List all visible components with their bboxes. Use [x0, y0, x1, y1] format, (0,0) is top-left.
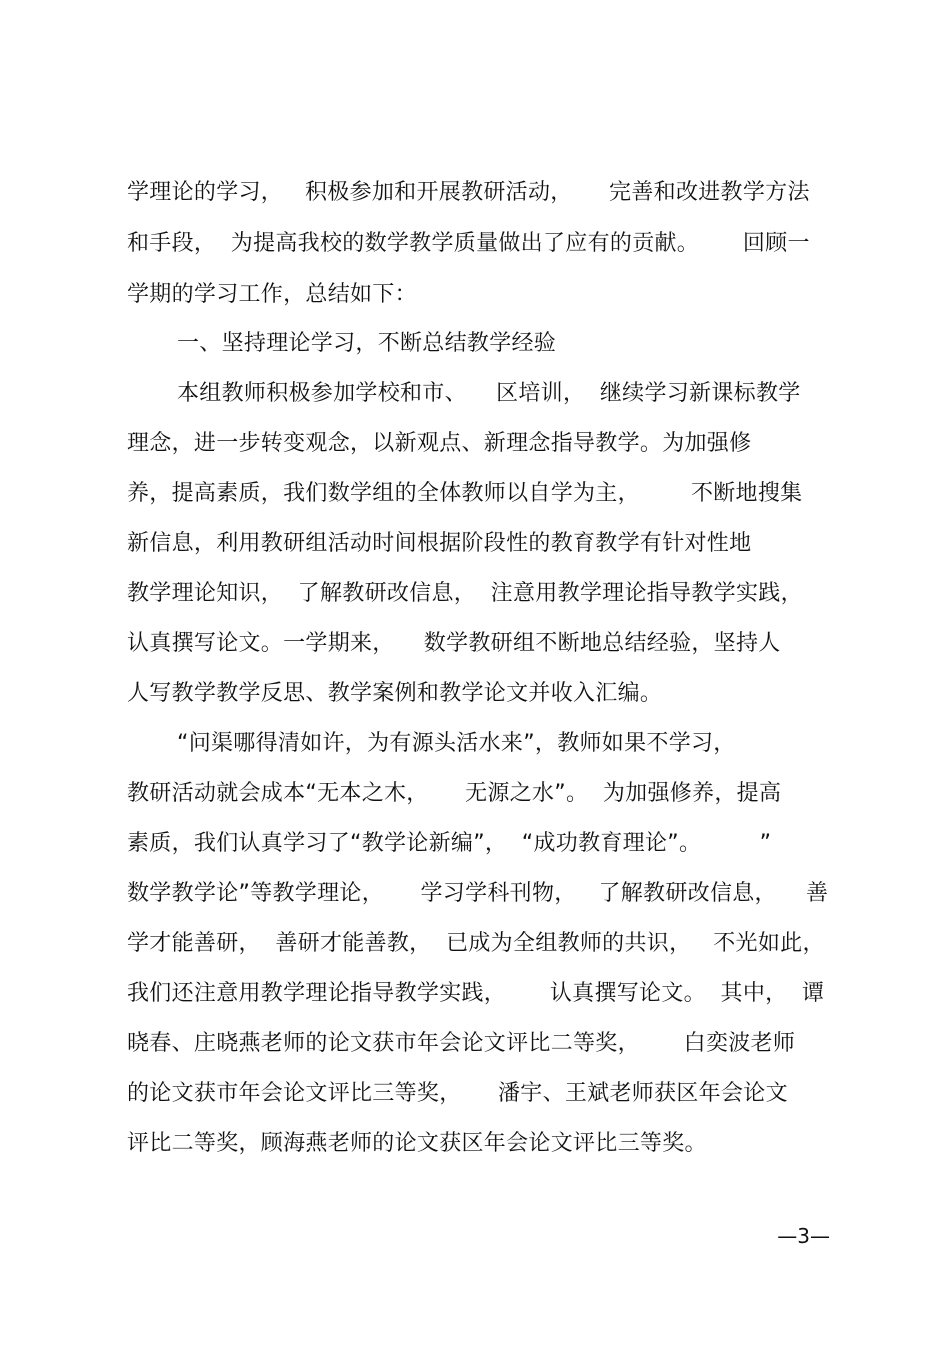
text-line-15: 数学教学论”等教学理论， 学习学科刊物， 了解教研改信息， 善 — [127, 881, 829, 906]
section-heading: 一、坚持理论学习，不断总结教学经验 — [177, 331, 557, 356]
text-line-6: 理念，进一步转变观念，以新观点、新理念指导教学。为加强修 — [127, 431, 752, 456]
text-line-17: 我们还注意用教学理论指导教学实践， 认真撰写论文。 其中， 谭 — [127, 981, 825, 1006]
text-line-8: 新信息，利用教研组活动时间根据阶段性的教育教学有针对性地 — [127, 531, 752, 556]
text-line-19: 的论文获市年会论文评比三等奖， 潘宇、王斌老师获区年会论文 — [127, 1081, 788, 1106]
text-line-11: 人写教学教学反思、教学案例和教学论文并收入汇编。 — [127, 681, 663, 706]
text-line-13: 教研活动就会成本“无本之木， 无源之水”。 为加强修养，提高 — [127, 781, 782, 806]
text-line-7: 养，提高素质，我们数学组的全体教师以自学为主， 不断地搜集 — [127, 481, 803, 506]
text-line-12: “问渠哪得清如许，为有源头活水来”，教师如果不学习， — [177, 731, 736, 756]
text-line-1: 学理论的学习， 积极参加和开展教研活动， 完善和改进教学方法 — [127, 180, 810, 205]
page-number: —3— — [777, 1224, 830, 1248]
text-line-20: 评比二等奖，顾海燕老师的论文获区年会论文评比三等奖。 — [127, 1131, 707, 1156]
text-line-9: 教学理论知识， 了解教研改信息， 注意用教学理论指导教学实践， — [127, 581, 803, 606]
text-line-16: 学才能善研， 善研才能善教， 已成为全组教师的共识， 不光如此， — [127, 931, 825, 956]
text-line-14: 素质，我们认真学习了“教学论新编”， “成功教育理论”。 ” — [127, 831, 772, 856]
text-line-10: 认真撰写论文。一学期来， 数学教研组不断地总结经验，坚持人 — [127, 631, 781, 656]
text-line-3: 学期的学习工作，总结如下： — [127, 282, 417, 307]
text-line-18: 晓春、庄晓燕老师的论文获市年会论文评比二等奖， 白奕波老师 — [127, 1031, 796, 1056]
text-line-2: 和手段， 为提高我校的数学教学质量做出了应有的贡献。 回顾一 — [127, 231, 810, 256]
text-line-5: 本组教师积极参加学校和市、 区培训， 继续学习新课标教学 — [177, 381, 801, 406]
